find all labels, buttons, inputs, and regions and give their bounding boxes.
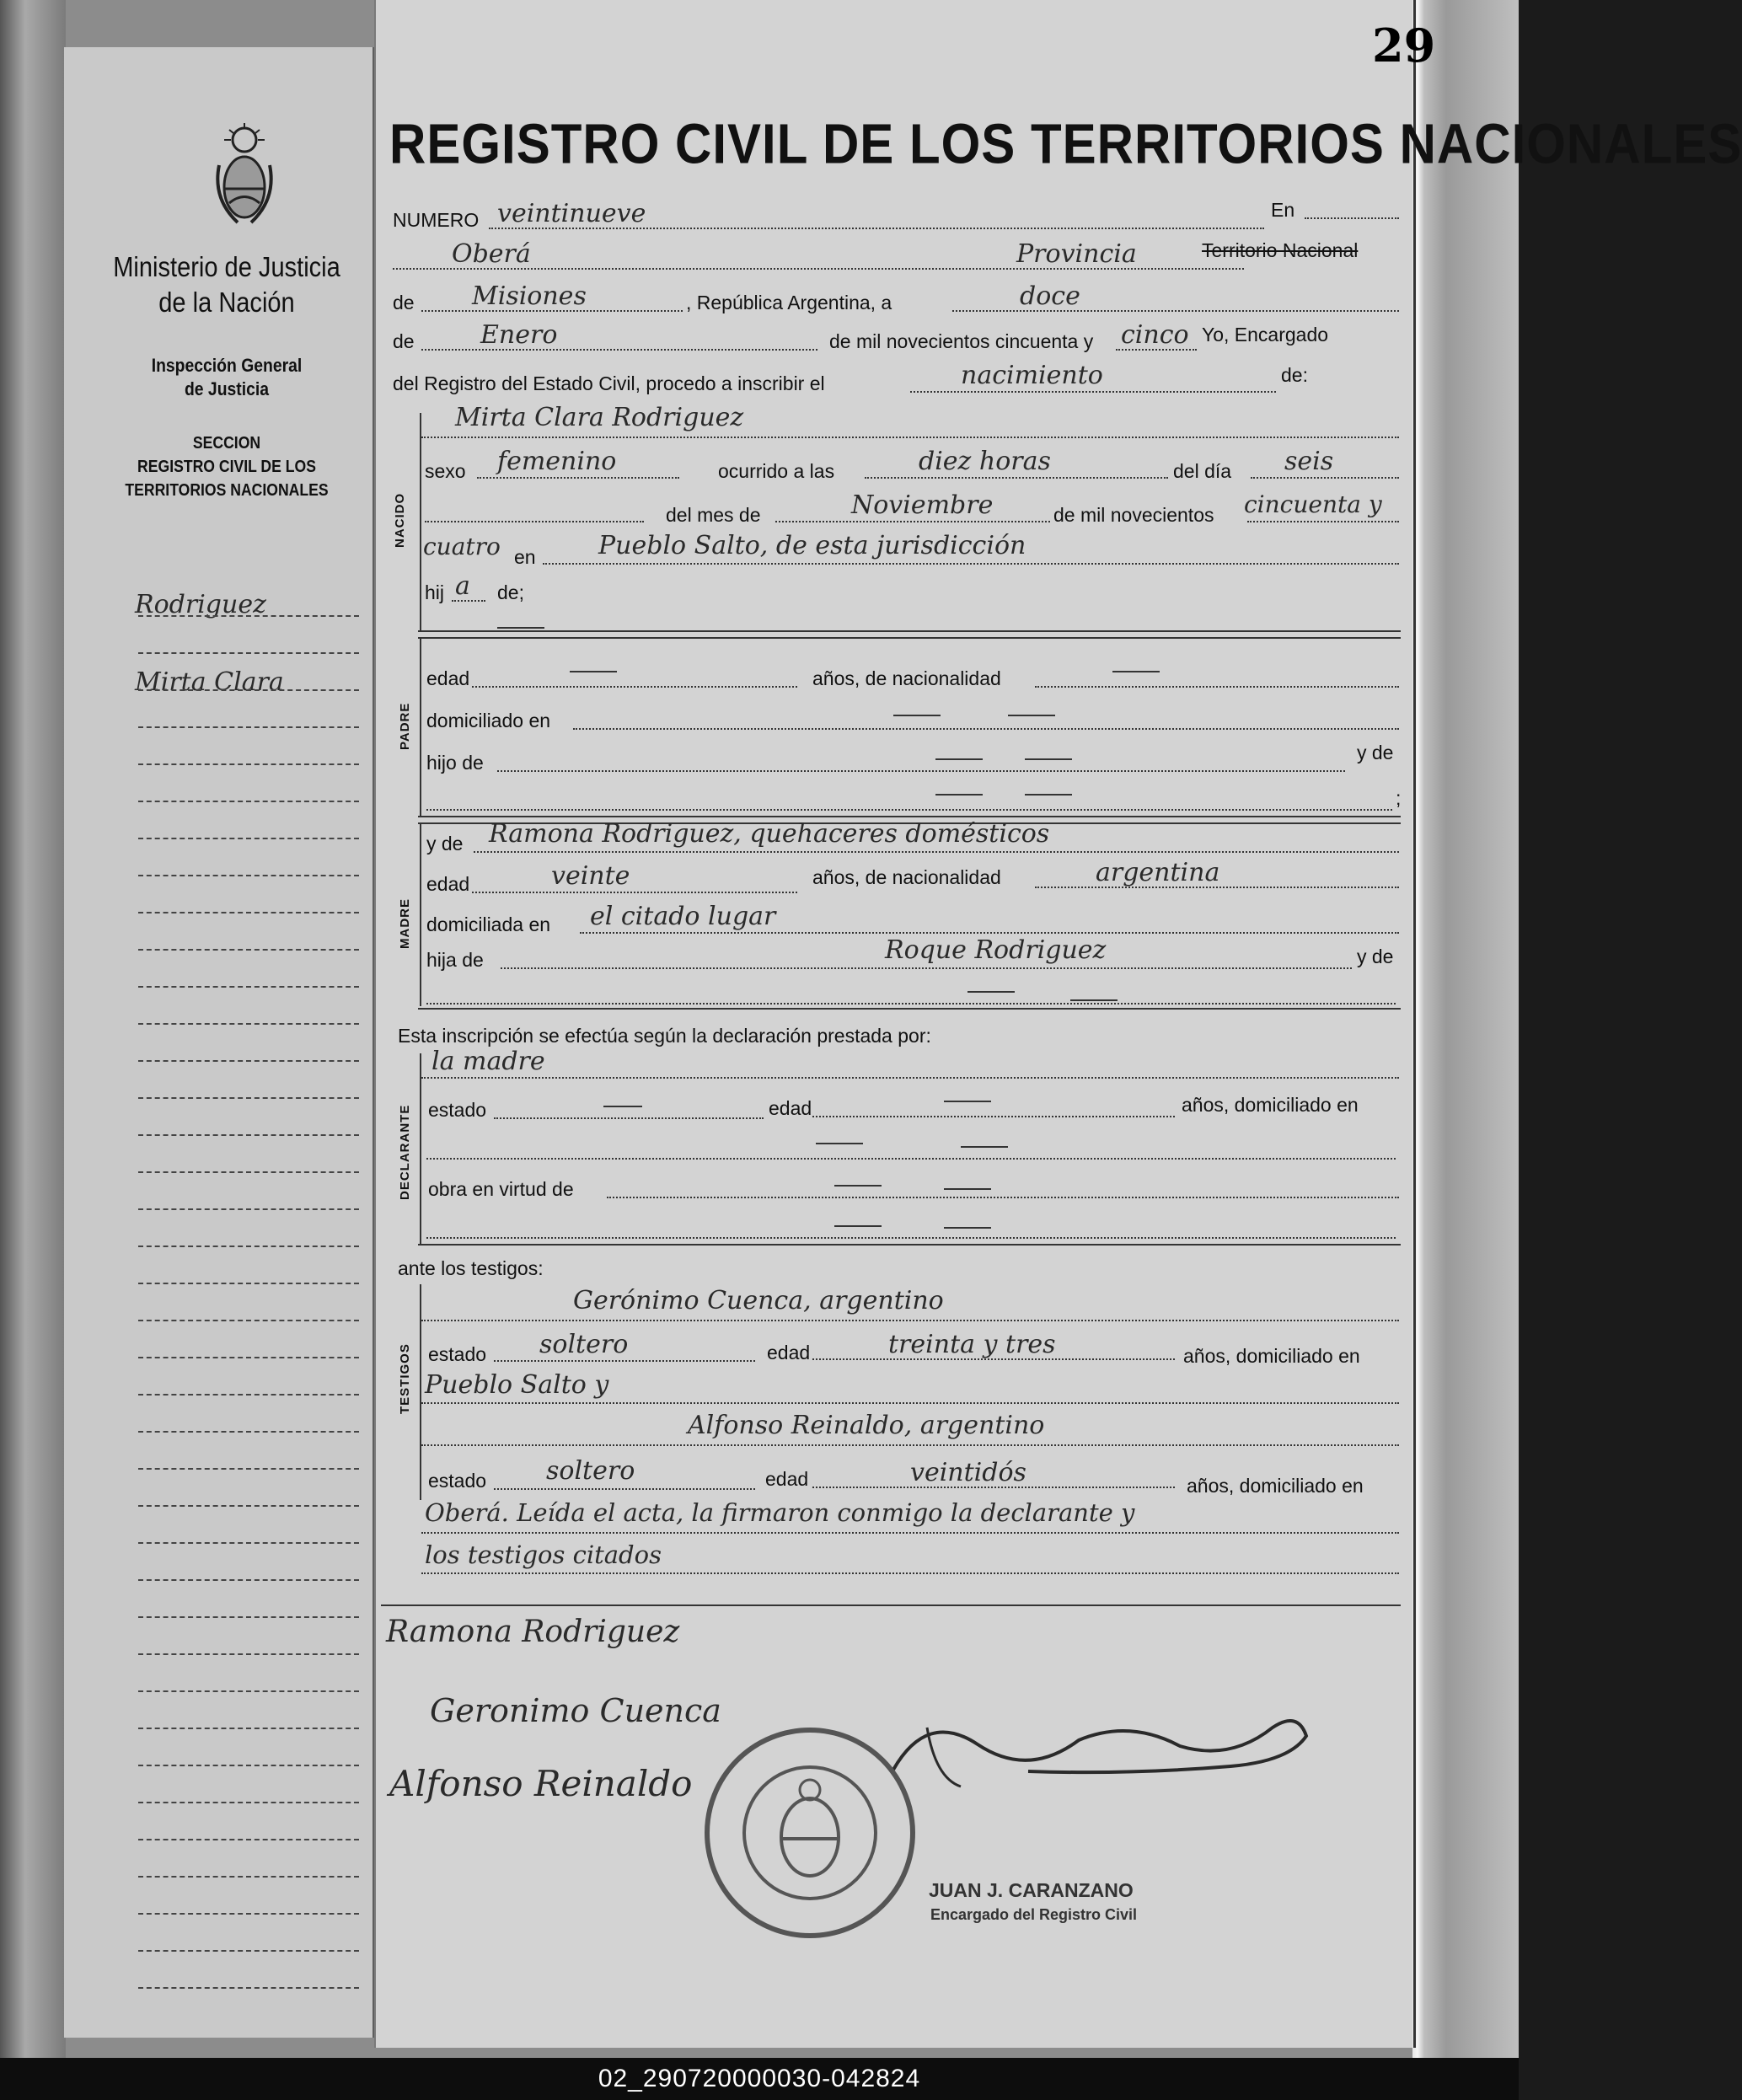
label-ocurrido: ocurrido a las (718, 460, 835, 482)
label-domicilio-declarante: años, domiciliado en (1182, 1094, 1359, 1116)
section-madre: MADRE (398, 898, 412, 949)
entry-anio-nac-2: cuatro (423, 533, 501, 560)
entry-hij-suffix: a (455, 571, 470, 601)
entry-mes-nac: Noviembre (851, 490, 994, 520)
dotline-madre (474, 851, 1399, 853)
margin-given-names: Mirta Clara (135, 667, 284, 697)
officer-signature-icon (876, 1694, 1315, 1795)
dotline-sexo (477, 477, 679, 479)
dash-mark (497, 627, 544, 629)
dash-dom-1 (816, 1143, 863, 1144)
dotline-declarante (421, 1077, 1399, 1079)
label-en: En (1271, 199, 1295, 221)
entry-provincia: Provincia (1016, 239, 1137, 269)
section-name (105, 431, 349, 502)
margin-ruled-line (138, 1802, 359, 1803)
entry-provincia-name: Misiones (472, 281, 587, 311)
dash-dom-2 (961, 1146, 1008, 1148)
margin-ruled-line (138, 1357, 359, 1358)
label-estado-t2: estado (428, 1470, 487, 1492)
entry-acto: nacimiento (961, 361, 1103, 390)
label-y-de-madre: y de (426, 833, 464, 854)
margin-ruled-line (138, 652, 359, 654)
dash-obra-3 (834, 1225, 882, 1227)
margin-ruled-line (138, 1171, 359, 1173)
margin-ruled-line (138, 801, 359, 802)
margin-ruled-line (138, 1616, 359, 1618)
margin-ruled-line (138, 986, 359, 988)
label-inscripcion: Esta inscripción se efectúa según la declaración prestada por: (398, 1025, 931, 1047)
entry-lugar: Pueblo Salto, de esta jurisdicción (598, 531, 1026, 560)
label-domicilio-t2: años, domiciliado en (1187, 1475, 1364, 1497)
margin-ruled-line (138, 726, 359, 728)
entry-anio-nac: cincuenta y (1244, 490, 1382, 518)
margin-ruled-line (138, 1468, 359, 1470)
dotline-dia-nac-cont (425, 521, 644, 522)
entry-cierre2: los testigos citados (425, 1540, 662, 1569)
page-number: 29 (1372, 19, 1436, 72)
margin-ruled-line (138, 1765, 359, 1766)
label-mil-cincuenta: de mil novecientos cincuenta y (829, 330, 1094, 352)
label-domicilio-t1: años, domiciliado en (1183, 1345, 1360, 1367)
entry-madre: Ramona Rodriguez, quehaceres domésticos (489, 819, 1050, 849)
section-declarante: DECLARANTE (398, 1104, 412, 1200)
dotline-estado-t1 (494, 1360, 755, 1362)
margin-ruled-line (138, 1728, 359, 1729)
dotline-hijo-de (497, 770, 1345, 772)
label-de-semicolon: de; (497, 581, 524, 603)
dash-hija-1 (967, 991, 1015, 993)
signature-geronimo: Geronimo Cuenca (430, 1692, 721, 1729)
dotline-cierre2 (421, 1572, 1399, 1574)
label-de-1: de (393, 292, 415, 313)
dotline-dom-madre (580, 932, 1399, 934)
scan-footer-id: 02_290720000030-042824 (0, 2058, 1519, 2100)
dotline-nac-padre (1035, 686, 1399, 688)
separator-padre-top (418, 637, 1401, 639)
entry-estado-t2: soltero (546, 1456, 635, 1486)
entry-hora: diez horas (919, 447, 1051, 476)
signature-alfonso: Alfonso Reinaldo (389, 1763, 693, 1804)
label-edad-declarante: edad (769, 1097, 812, 1119)
dash-hijo-2 (1025, 758, 1072, 760)
dotline-estado-t2 (494, 1488, 755, 1490)
label-y-de-padre: y de (1357, 742, 1394, 763)
margin-ruled-line (138, 689, 359, 691)
section-padre: PADRE (398, 702, 412, 750)
dotline-testigo2 (421, 1444, 1399, 1446)
entry-cierre1: Oberá. Leída el acta, la firmaron conmigo la declarante y (425, 1498, 1135, 1527)
ministry-line2: de la Nación (158, 287, 295, 318)
label-edad-padre: edad (426, 667, 470, 689)
margin-ruled-line (138, 875, 359, 876)
margin-ruled-line (138, 1653, 359, 1655)
margin-ruled-line (138, 1987, 359, 1989)
margin-ruled-line (138, 1505, 359, 1507)
margin-ruled-line (138, 1579, 359, 1581)
dotline-lugar (543, 563, 1399, 565)
dotline-hora (865, 477, 1168, 479)
margin-ruled-line (138, 838, 359, 839)
padre-bracket (420, 637, 421, 816)
entry-testigo1: Gerónimo Cuenca, argentino (573, 1286, 944, 1315)
separator-madre (418, 1008, 1401, 1010)
inspection-name (105, 354, 349, 401)
dash-edad-declarante (944, 1101, 991, 1102)
entry-dia-nac: seis (1284, 447, 1334, 476)
testigos-bracket (420, 1284, 421, 1500)
label-del-dia: del día (1173, 460, 1232, 482)
dotline-hija-de (501, 967, 1352, 969)
entry-anio: cinco (1121, 320, 1189, 350)
margin-ruled-line (138, 1839, 359, 1840)
label-domicilio-padre: domiciliado en (426, 710, 551, 731)
margin-ruled-line (138, 1431, 359, 1433)
label-territorio-nacional: Territorio Nacional (1202, 239, 1359, 261)
book-binding (0, 0, 66, 2058)
section-nacido: NACIDO (393, 492, 407, 548)
margin-ruled-line (138, 1913, 359, 1915)
section-line3: TERRITORIOS NACIONALES (125, 481, 329, 500)
officer-role: Encargado del Registro Civil (930, 1906, 1138, 1923)
left-margin-page (64, 47, 375, 2038)
label-semicolon: ; (1396, 787, 1402, 809)
label-sexo: sexo (425, 460, 466, 482)
dotline-edad-madre (472, 892, 797, 893)
label-hij: hij (425, 581, 445, 603)
dotline-dia-nac (1251, 477, 1399, 479)
dash-hijo-3 (935, 794, 983, 796)
label-registro: del Registro del Estado Civil, procedo a inscribir el (393, 372, 825, 394)
entry-edad-t2: veintidós (910, 1458, 1026, 1487)
margin-ruled-line (138, 1283, 359, 1284)
dotline-edad-declarante (812, 1116, 1175, 1117)
entry-numero: veintinueve (497, 199, 646, 228)
dotline-cierre1 (421, 1532, 1399, 1534)
dotline-edad-padre (472, 686, 797, 688)
dash-hijo-4 (1025, 794, 1072, 796)
entry-edad-madre: veinte (551, 861, 630, 891)
entry-nac-madre: argentina (1096, 858, 1220, 887)
label-estado-declarante: estado (428, 1099, 487, 1121)
dotline-obra (607, 1197, 1399, 1198)
dash-estado-declarante (603, 1106, 642, 1107)
dotline-mes-nac (775, 521, 1050, 522)
dotline-testigo1 (421, 1320, 1399, 1321)
label-ante-testigos: ante los testigos: (398, 1257, 544, 1279)
dotline-acto (910, 391, 1276, 393)
label-nacionalidad-padre: años, de nacionalidad (812, 667, 1001, 689)
dash-dom-padre-2 (1008, 715, 1055, 716)
declarante-bracket (420, 1053, 421, 1246)
label-en-lugar: en (514, 546, 536, 568)
label-domicilio-madre: domiciliada en (426, 913, 551, 935)
label-obra: obra en virtud de (428, 1178, 574, 1200)
margin-ruled-line (138, 763, 359, 765)
margin-ruled-line (138, 1950, 359, 1952)
dotline-dom-declarante (426, 1158, 1396, 1160)
separator-declarante (418, 1244, 1401, 1246)
label-del-mes: del mes de (666, 504, 761, 526)
inspection-line1: Inspección General (151, 355, 303, 376)
margin-ruled-line (138, 1208, 359, 1210)
page-edge (1412, 0, 1519, 2058)
national-coat-of-arms-icon (212, 123, 276, 228)
entry-padre-madre: Roque Rodriguez (885, 935, 1107, 965)
label-nacionalidad-madre: años, de nacionalidad (812, 866, 1001, 888)
entry-dia: doce (1020, 281, 1080, 311)
dash-hijo-1 (935, 758, 983, 760)
dash-obra-2 (944, 1188, 991, 1190)
signature-ramona: Ramona Rodriguez (386, 1615, 680, 1649)
dotline-nombre (421, 437, 1399, 438)
dotline-estado-declarante (494, 1117, 764, 1119)
dotline-anio-nac (1247, 521, 1399, 522)
entry-mes: Enero (480, 320, 558, 350)
margin-surname: Rodriguez (135, 590, 266, 619)
label-hija-de: hija de (426, 949, 484, 971)
label-edad-t2: edad (765, 1468, 809, 1490)
dash-obra-4 (944, 1227, 991, 1229)
label-mil-novecientos: de mil novecientos (1053, 504, 1214, 526)
dotline-hijo-cont (426, 809, 1392, 811)
entry-declarante: la madre (431, 1047, 545, 1076)
margin-ruled-line (138, 1320, 359, 1321)
margin-ruled-line (138, 1542, 359, 1544)
inspection-line2: de Justicia (184, 378, 270, 399)
dotline-dom-padre (573, 728, 1399, 730)
signature-separator (381, 1604, 1401, 1606)
dash-hija-2 (1070, 999, 1118, 1001)
label-edad-t1: edad (767, 1342, 811, 1363)
section-testigos: TESTIGOS (398, 1343, 412, 1414)
entry-nombre: Mirta Clara Rodriguez (455, 403, 744, 432)
ministry-line1: Ministerio de Justicia (113, 251, 340, 282)
madre-bracket (420, 822, 421, 1006)
officer-name: JUAN J. CARANZANO (929, 1879, 1134, 1901)
label-y-de-madre-2: y de (1357, 946, 1394, 967)
entry-edad-t1: treinta y tres (888, 1330, 1056, 1359)
entry-testigo2: Alfonso Reinaldo, argentino (688, 1411, 1045, 1440)
dotline-hija-cont (426, 1003, 1396, 1004)
section-line2: REGISTRO CIVIL DE LOS (137, 458, 316, 476)
dotline-en (1305, 217, 1399, 219)
margin-ruled-line (138, 1023, 359, 1025)
label-republica: , República Argentina, a (686, 292, 892, 313)
margin-ruled-line (138, 1060, 359, 1062)
margin-ruled-line (138, 949, 359, 951)
entry-sexo: femenino (497, 447, 617, 476)
entry-dom-madre: el citado lugar (590, 902, 776, 931)
label-estado-t1: estado (428, 1343, 487, 1365)
dash-obra-1 (834, 1185, 882, 1187)
nacido-bracket (420, 413, 421, 630)
section-line1: SECCION (192, 434, 261, 453)
dotline-obra-cont (426, 1237, 1396, 1239)
label-hijo-de: hijo de (426, 752, 484, 774)
dash-edad-padre (570, 671, 617, 672)
margin-ruled-line (138, 615, 359, 617)
margin-ruled-line (138, 1246, 359, 1247)
ministry-name (105, 249, 349, 320)
margin-ruled-line (138, 1876, 359, 1878)
label-edad-madre: edad (426, 873, 470, 895)
dash-nac-padre (1112, 671, 1160, 672)
entry-dom-t1: Pueblo Salto y (425, 1370, 609, 1400)
margin-ruled-line (138, 1134, 359, 1136)
margin-ruled-line (138, 1097, 359, 1099)
entry-localidad: Oberá (452, 239, 531, 269)
label-yo-encargado: Yo, Encargado (1202, 324, 1329, 346)
registry-title: REGISTRO CIVIL DE LOS TERRITORIOS NACIONALES (389, 112, 1742, 176)
page-edge-line (1413, 0, 1416, 2048)
margin-ruled-line (138, 1394, 359, 1396)
label-numero: NUMERO (393, 209, 480, 231)
label-de-2: de (393, 330, 415, 352)
separator-nacido (418, 630, 1401, 632)
registry-seal-icon (701, 1724, 919, 1942)
margin-ruled-line (138, 1690, 359, 1692)
entry-estado-t1: soltero (539, 1330, 629, 1359)
margin-ruled-line (138, 912, 359, 913)
dotline-dom-t1 (421, 1402, 1399, 1404)
separator-padre (418, 816, 1401, 817)
label-de-colon: de: (1281, 364, 1308, 386)
dash-dom-padre-1 (893, 715, 941, 716)
